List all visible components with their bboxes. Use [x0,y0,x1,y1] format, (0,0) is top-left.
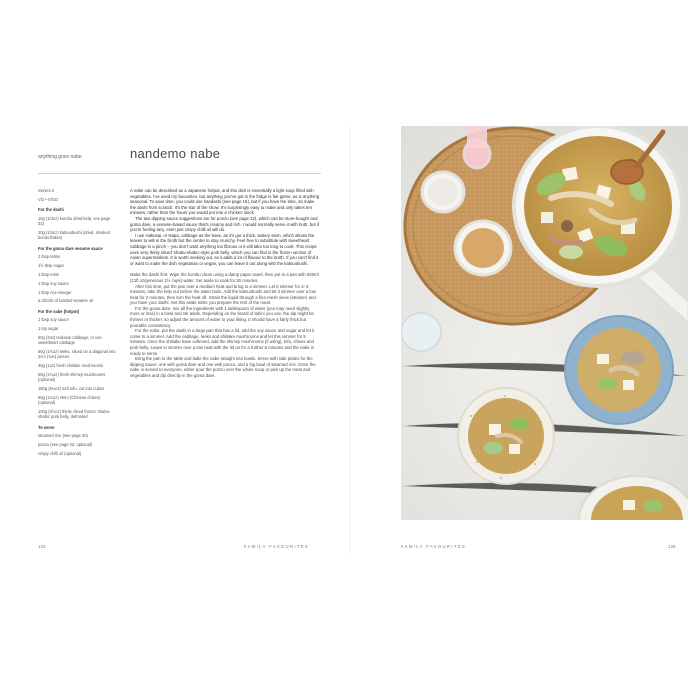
right-page [350,126,688,554]
ingredient-section-heading: For the nabe (hotpot) [38,308,80,314]
intro-paragraph: I use Hakusai, or Napa, cabbage as the base, as it's got a thick, watery stem, which allows the leaves to wilt in the broth but the centre to stay crunchy. Feel free to substitute with sweetheart cabbage in a pinch – you don't want anything too fibrous or it will take too long to cook. This recipe uses very thinly sliced 'shabu-shabu'-style pork belly, which you can find in the frozen section of Asian supermarkets. It is worth seeking out, as it adds a lot of flavour to the broth. If you can't find it or want to make the dish vegetarian or vegan, you can leave it out along with the katsuobushi. [130,232,319,266]
ingredient-item: ponzu (see page 22; optional) [38,442,93,448]
ingredient-item: 10g (1/4oz) katsuobushi (dried, smoked bonito flakes) [38,229,110,241]
ingredient-item: 10g (1/4oz) kombu dried kelp; see page 23) [38,215,111,227]
method-step: After this time, put the pan over a medium heat and bring to a simmer. Let it simmer for 2–3 minutes, take the kelp out before the water boils. Add the katsuobushi and let it simmer over a low heat for 2 minutes, then turn the heat off. Strain the liquid through a fine-mesh sieve (strainer) and you have your dashi. Set this aside while you prepare the rest of the meal. [130,283,316,306]
ingredient-item: a drizzle of toasted sesame oil [38,298,94,304]
book-spread [12,126,688,554]
title-rule [38,173,321,174]
ingredient-item: V/2 • V/GO [38,196,59,202]
ingredient-item: crispy chilli oil (optional) [38,451,82,456]
ingredient-item: steamed rice (see page 30) [38,433,88,439]
ingredient-item: 150g (5¼oz) soft tofu, cut into cubes [38,386,105,392]
ingredient-section-heading: For the goma dare sesame sauce [38,245,103,251]
ingredient-item: 2 tbsp tahini [38,254,61,260]
ingredient-list [38,188,116,456]
ingredient-item: 1 tbsp rice vinegar [38,289,72,295]
ingredient-section-heading: For the dashi [38,207,64,213]
ingredient-item: 30g (1oz) fresh shiitake mushrooms [38,363,104,369]
left-page [12,126,350,554]
method-text [130,188,320,379]
method-step: For the goma dare, mix all the ingredients with 1 tablespoon of water (you may need slightly more or less) in a bowl and stir aside. Depending on the brand of tahini you use, the dip might be thinner or thicker, so adjust the amount of water to your liking. It should have a fairly thick but pourable consistency. [130,305,314,328]
running-head-left: FAMILY FAVOURITES [244,544,310,549]
method-step: Make the dashi first. Wipe the kombu clean using a damp paper towel, then put in a pan with 600ml (21fl oz/generous 2½ cups) water. Set aside to soak for 30 minutes. [130,272,319,283]
recipe-title: nandemo nabe [130,146,221,161]
ingredient-item: 50g (1¾oz) leeks, sliced on a diagonal into 2cm (¾in) pieces [38,349,116,360]
intro-paragraph: The two dipping sauce suggestions are for ponzu (see page 22), which can be store-bought and goma dare, a sesame-based sauce that's creamy and rich. I would normally serve it with both, but if you're feeling lazy, even just crispy chilli oil will do. [130,215,320,233]
page-number-right: 125 [668,544,676,549]
ingredient-item: 50g (1¾oz) fresh shimeji mushrooms (optional) [38,372,106,383]
ingredient-section-heading: To serve [38,424,55,430]
running-head-right: FAMILY FAVOURITES [401,544,467,549]
recipe-kicker: anything goes nabe [38,154,82,160]
page-number-left: 124 [38,544,46,549]
ingredient-item: 1 tbsp soy sauce [38,280,69,286]
method-step: Bring the pan to the table and ladle the nabe straight into bowls. Serve with side plates for the dipping sauce: one with goma dare and one with ponzu, and a big bowl of steamed rice. Once the nabe is served to everyone, either pour the ponzu over the whole soup or pick up the meat and vegetables and dip directly in the goma dare. [130,356,316,378]
intro-paragraphs [130,188,320,266]
ingredient-item: 50g (1¾oz) shiro (Chinese chives) (optional) [38,394,101,406]
ingredient-item: 60g (2oz) Hakusai cabbage, or use sweetheart cabbage [38,335,102,346]
ingredient-item: 1½ tbsp sugar [38,263,64,269]
intro-paragraph: A nabe can be described as a Japanese hotpot, and this dish is essentially a light soup filled with vegetables. I've used my favourites, but anything you've got in the fridge is fair game, as is anything seasonal. To save time, you could use handashi (see page 16), but if you have the time, do make the dashi from scratch. It's the star of the show. It's surprisingly easy to make and only takes ten minutes, rather than the hours you would put into a chicken stock. [130,188,320,216]
hotpot-photo [401,126,688,520]
method-steps [130,272,320,378]
ingredient-item: 1 tbsp soy sauce [38,317,69,323]
ingredient-item: Serves 2 [38,188,55,193]
hotpot-illustration [401,126,688,520]
ingredient-item: 100g (3½oz) thinly sliced frozen 'shabu-shabu' pork belly, defrosted [38,409,111,420]
method-step: For the nabe, put the dashi in a large pan that has a lid, add the soy sauce and sugar and let it come to a simmer. Add the cabbage, leeks and shiitake mushrooms and let this simmer for 5 minutes. Once the shiitake have softened, add the shimeji mushrooms (if using), tofu, chives and pork belly. Leave to simmer over a low heat with the lid on for a further 5 minutes and the nabe is ready to serve. [130,328,315,356]
ingredient-item: 1 tbsp mirin [38,271,60,277]
ingredient-item: 1 tsp sugar [38,326,59,332]
